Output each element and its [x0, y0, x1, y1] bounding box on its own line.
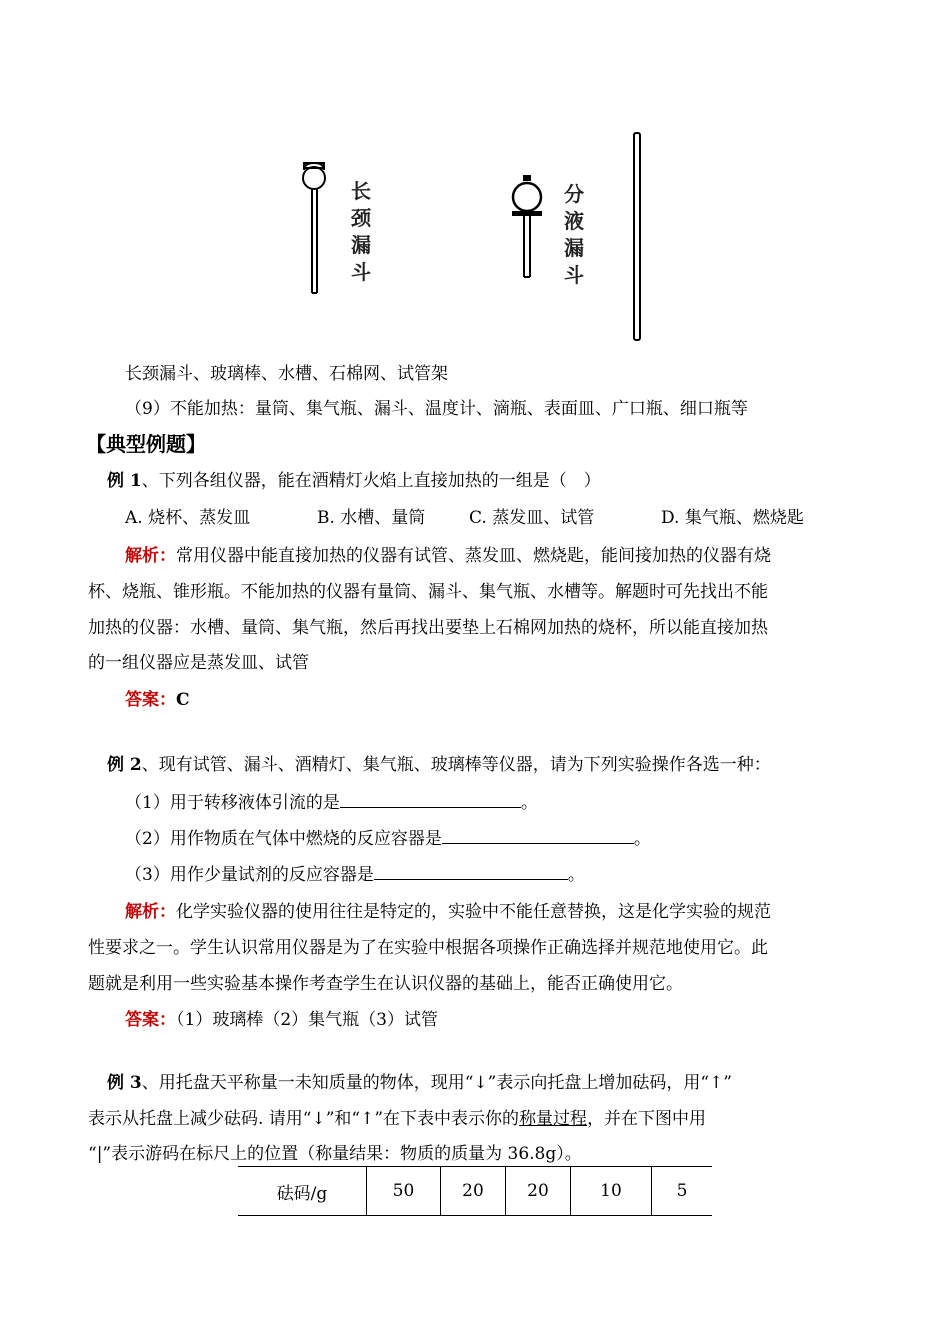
period: 。 [567, 865, 585, 885]
example-3-text: 、用托盘天平称量一未知质量的物体，现用“↓”表示向托盘上增加砝码，用“↑” [141, 1073, 733, 1093]
example-2-analysis-line: 性要求之一。学生认识常用仪器是为了在实验中根据各项操作正确选择并规范地使用它。此 [88, 938, 768, 958]
table-row [238, 1167, 712, 1215]
label-char: 斗 [564, 263, 584, 287]
example-3-line-1 [107, 1072, 732, 1094]
analysis-label: 解析： [125, 902, 176, 922]
example-2-analysis-line [125, 901, 771, 923]
underlined-text: 称量过程 [519, 1109, 588, 1129]
label-char: 分 [564, 182, 584, 206]
option-b: B. 水槽、量筒 [317, 508, 426, 528]
item-text: （3）用作少量试剂的反应容器是 [125, 865, 374, 885]
period: 。 [633, 829, 651, 849]
answer-value: （1）玻璃棒（2）集气瓶（3）试管 [176, 1010, 438, 1030]
example-2-question [107, 754, 771, 776]
label-char: 漏 [564, 236, 584, 260]
item-text: （1）用于转移液体引流的是 [125, 793, 340, 813]
funnel-figure [290, 125, 660, 350]
long-neck-funnel-drawing [303, 163, 325, 293]
separatory-funnel-drawing [512, 175, 542, 277]
table-cell-weight[interactable]: 10 [571, 1167, 652, 1215]
option-a: A. 烧杯、蒸发皿 [125, 508, 251, 528]
example-1-analysis-line: 杯、烧瓶、锥形瓶。不能加热的仪器有量筒、漏斗、集气瓶、水槽等。解题时可先找出不能 [88, 582, 768, 602]
example-1-analysis-line: 的一组仪器应是蒸发皿、试管 [88, 653, 309, 673]
example-2-item-2 [125, 826, 651, 850]
example-1-analysis-line [125, 545, 771, 567]
example-1-question [107, 470, 601, 492]
option-c: C. 蒸发皿、试管 [469, 508, 595, 528]
answer-label: 答案： [125, 690, 176, 710]
analysis-text: 化学实验仪器的使用往往是特定的，实验中不能任意替换，这是化学实验的规范 [176, 902, 771, 922]
section-title: 【典型例题】 [86, 432, 206, 456]
table-cell-weight[interactable]: 50 [367, 1167, 441, 1215]
example-2-text: 、现有试管、漏斗、酒精灯、集气瓶、玻璃棒等仪器，请为下列实验操作各选一种： [141, 755, 771, 775]
label-char: 漏 [351, 233, 371, 257]
answer-value: C [176, 690, 190, 710]
example-3-line-2 [88, 1108, 706, 1130]
example-2-analysis-line: 题就是利用一些实验基本操作考查学生在认识仪器的基础上，能否正确使用它。 [88, 974, 683, 994]
answer-blank[interactable] [340, 790, 521, 808]
example-2-label: 例 2 [107, 755, 142, 775]
example-1-text: 、下列各组仪器，能在酒精灯火焰上直接加热的一组是（ ） [141, 471, 601, 491]
apparatus-list-line: 长颈漏斗、玻璃棒、水槽、石棉网、试管架 [125, 364, 448, 384]
period: 。 [520, 793, 538, 813]
table-cell-weight[interactable]: 20 [506, 1167, 571, 1215]
label-char: 斗 [351, 260, 371, 284]
label-char: 长 [351, 179, 371, 203]
example-1-answer [125, 689, 190, 711]
example-1-analysis-line: 加热的仪器：水槽、量筒、集气瓶，然后再找出要垫上石棉网加热的烧杯，所以能直接加热 [88, 618, 768, 638]
answer-label: 答案： [125, 1010, 176, 1030]
table-cell-weight[interactable]: 5 [676, 1181, 688, 1201]
glass-rod-drawing [634, 133, 640, 340]
answer-blank[interactable] [374, 862, 568, 880]
table-cell-weight[interactable]: 20 [441, 1167, 506, 1215]
text: 表示从托盘上减少砝码. 请用“↓”和“↑”在下表中表示你的 [88, 1109, 520, 1129]
analysis-label: 解析： [125, 546, 176, 566]
text: ，并在下图中用 [587, 1109, 707, 1129]
example-1-label: 例 1 [107, 471, 142, 491]
label-char: 液 [564, 209, 584, 233]
weights-table [238, 1167, 712, 1215]
table-bottom-rule [238, 1215, 712, 1216]
label-char: 颈 [351, 206, 371, 230]
item-text: （2）用作物质在气体中燃烧的反应容器是 [125, 829, 442, 849]
answer-blank[interactable] [442, 826, 634, 844]
example-2-item-3 [125, 862, 585, 886]
example-3-label: 例 3 [107, 1073, 142, 1093]
example-2-answer [125, 1009, 438, 1031]
table-header-cell: 砝码/g [238, 1167, 367, 1215]
example-3-line-3: “|”表示游码在标尺上的位置（称量结果：物质的质量为 36.8g）。 [88, 1144, 582, 1164]
non-heatable-line: （9）不能加热：量筒、集气瓶、漏斗、温度计、滴瓶、表面皿、广口瓶、细口瓶等 [125, 399, 748, 419]
analysis-text: 常用仪器中能直接加热的仪器有试管、蒸发皿、燃烧匙，能间接加热的仪器有烧 [176, 546, 771, 566]
option-d: D. 集气瓶、燃烧匙 [661, 508, 804, 528]
example-2-item-1 [125, 790, 538, 814]
